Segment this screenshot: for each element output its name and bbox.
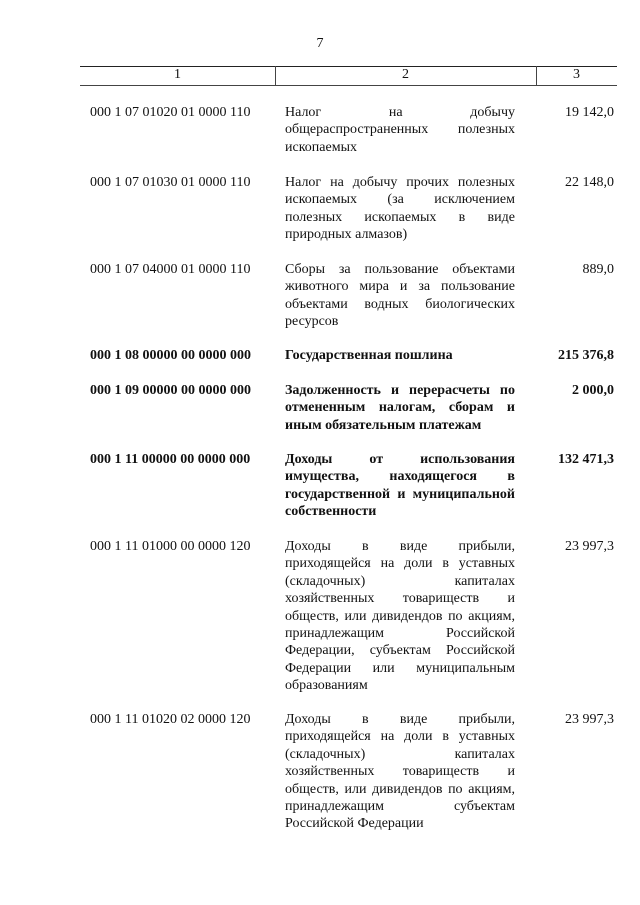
row-amount: 22 148,0: [565, 175, 614, 190]
row-code: 000 1 07 01030 01 0000 110: [90, 175, 251, 190]
table-header: [80, 66, 617, 86]
row-amount: 23 997,3: [565, 712, 614, 727]
row-name: Налог на добычу общераспространенных полезных ископаемых: [285, 105, 515, 155]
row-name: Налог на добычу прочих полезных ископаемых (за исключением полезных ископаемых в виде природных алмазов): [285, 175, 515, 243]
row-name: Доходы от использования имущества, находящегося в государственной и муниципальной собственности: [285, 452, 515, 520]
row-amount: 215 376,8: [558, 348, 614, 363]
row-code: 000 1 07 04000 01 0000 110: [90, 262, 251, 277]
row-name: Доходы в виде прибыли, приходящейся на доли в уставных (складочных) капиталах хозяйственных товариществ и обществ, или дивидендов по акциям, принадлежащим Российской Федерации, субъектам Российской Федерации или муниципальным образованиям: [285, 539, 515, 694]
row-name: Государственная пошлина: [285, 348, 453, 363]
header-col-2: 2: [402, 67, 409, 82]
header-bottom-rule: [80, 85, 617, 86]
row-amount: 132 471,3: [558, 452, 614, 467]
row-code: 000 1 09 00000 00 0000 000: [90, 383, 251, 398]
row-name: Доходы в виде прибыли, приходящейся на доли в уставных (складочных) капиталах хозяйственных товариществ и обществ, или дивидендов по акциям, принадлежащим субъектам Российской Федерации: [285, 712, 515, 832]
row-code: 000 1 11 00000 00 0000 000: [90, 452, 251, 467]
row-name: Сборы за пользование объектами животного мира и за пользование объектами водных биологических ресурсов: [285, 262, 515, 330]
header-col-3: 3: [573, 67, 580, 82]
row-code: 000 1 11 01000 00 0000 120: [90, 539, 251, 554]
row-code: 000 1 07 01020 01 0000 110: [90, 105, 251, 120]
row-code: 000 1 08 00000 00 0000 000: [90, 348, 251, 363]
row-amount: 23 997,3: [565, 539, 614, 554]
header-col-1: 1: [174, 67, 181, 82]
row-amount: 19 142,0: [565, 105, 614, 120]
row-name: Задолженность и перерасчеты по отмененным налогам, сборам и иным обязательным платежам: [285, 383, 515, 433]
row-amount: 2 000,0: [572, 383, 614, 398]
page-number: 7: [316, 36, 324, 51]
row-amount: 889,0: [582, 262, 614, 277]
row-code: 000 1 11 01020 02 0000 120: [90, 712, 251, 727]
